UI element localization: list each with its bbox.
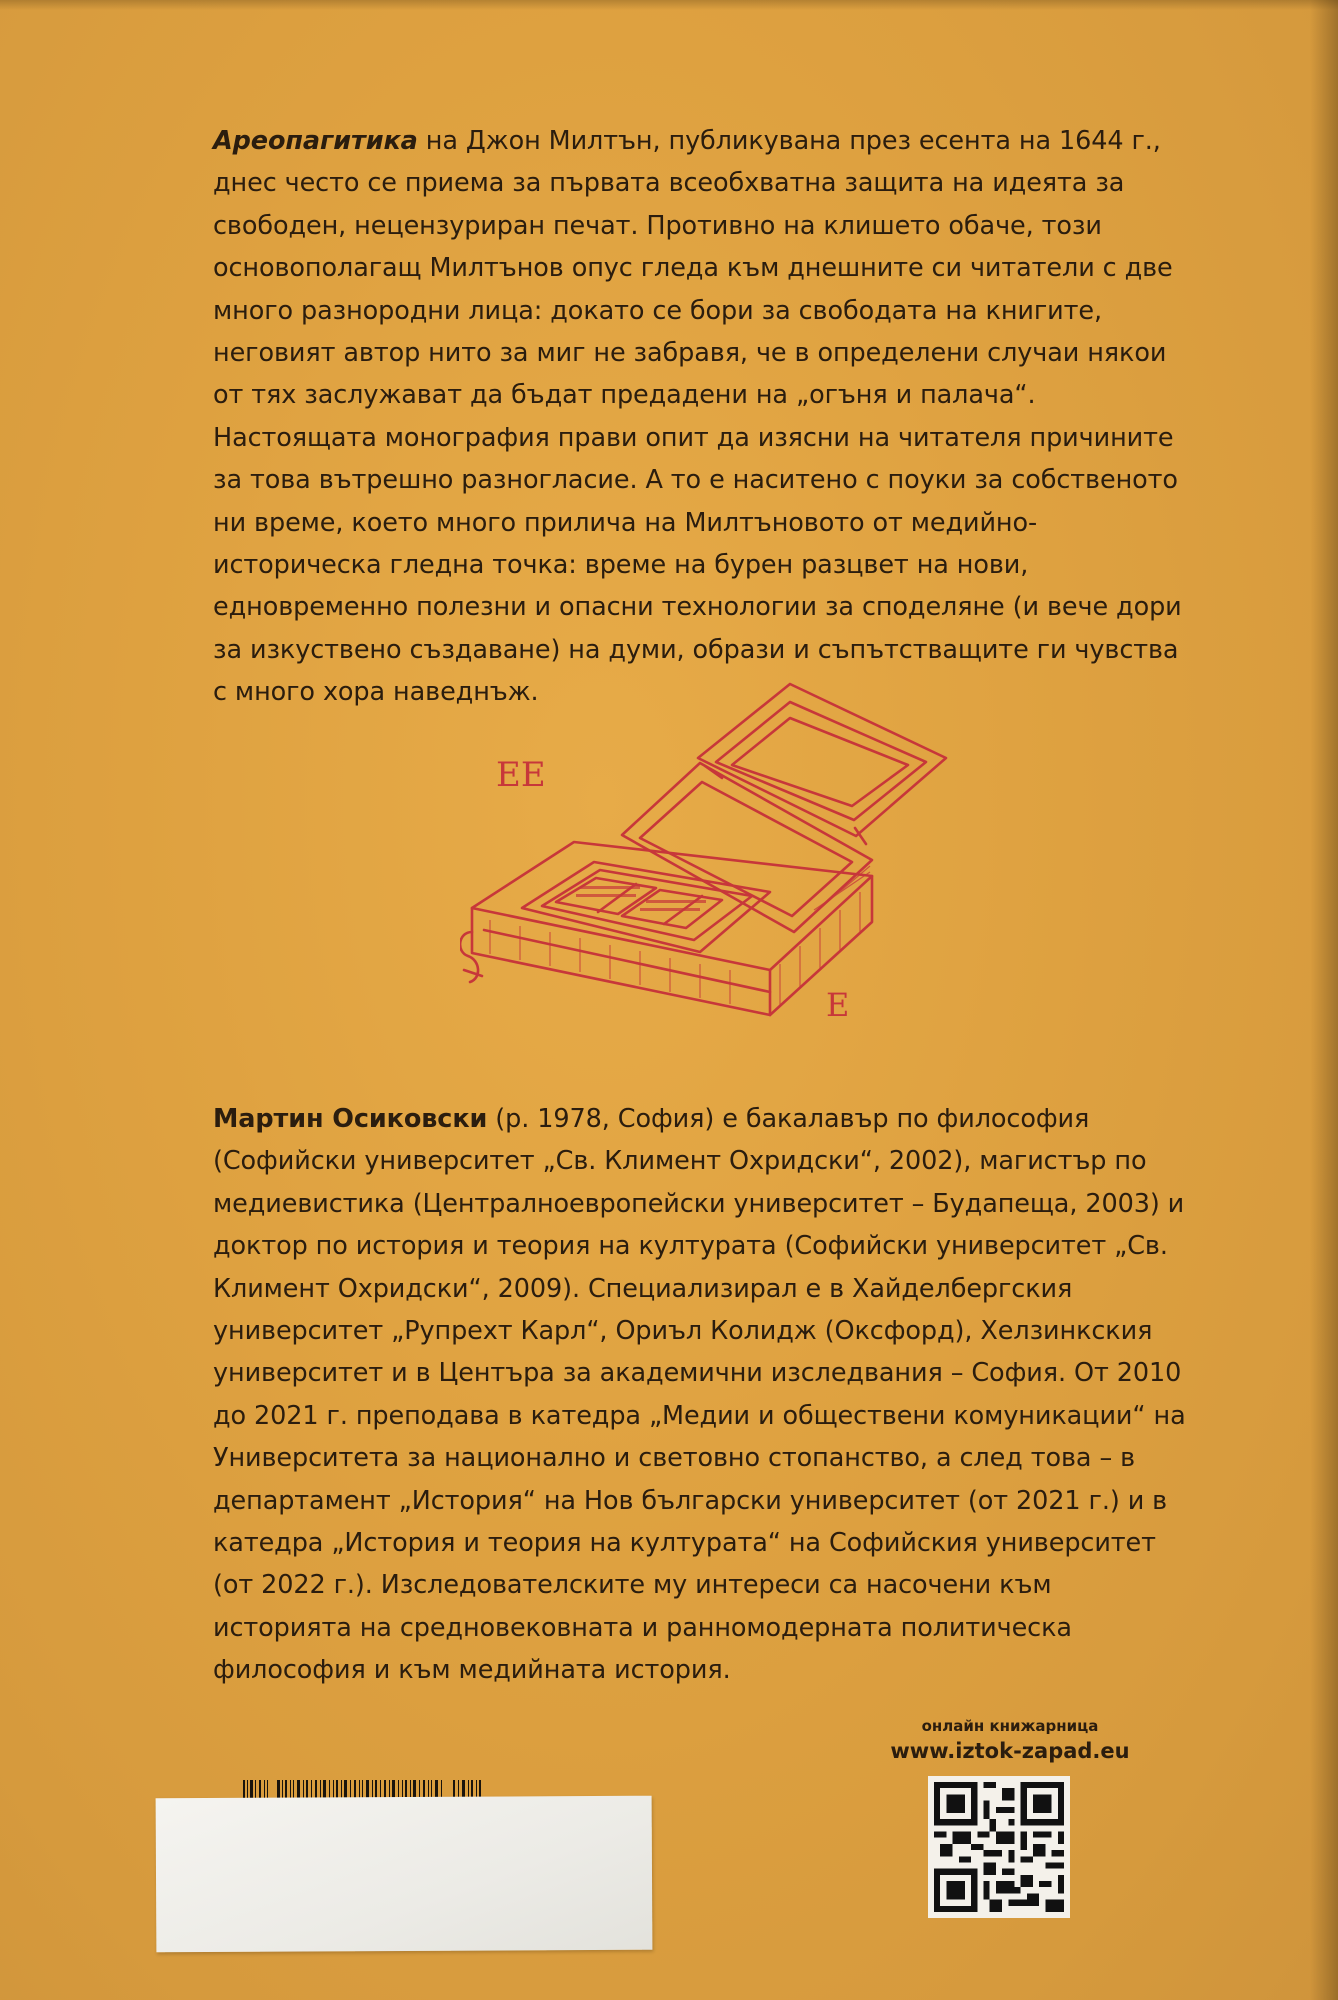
book-description — [213, 120, 1183, 714]
author-bio — [213, 1098, 1193, 1692]
bio-text: (р. 1978, София) е бакалавър по философия (Софийски университет „Св. Климент Охридски“, 2002), магистър по медиевистика (Централноевропейски университет – Будапеща, 2003) и доктор по история и теория на културата (Софийски университет „Св. Климент Охридски“, 2009). Специализирал е в Хайделбергския университет „Рупрехт Карл“, Ориъл Колидж (Оксфорд), Хелзинкския университет и в Центъра за академични изследвания – София. От 2010 до 2021 г. преподава в катедра „Медии и обществени комуникации“ на Университета за национално и световно стопанство, а след това – в департамент „История“ на Нов български университет (от 2021 г.) и в катедра „История и теория на културата“ на Софийския университет (от 2022 г.). Изследователските му интереси са насочени към историята на средновековната и ранномодерната политическа философия и към медийната история. — [213, 1104, 1186, 1686]
author-name: Мартин Осиковски — [213, 1104, 488, 1134]
label-ee: EE — [496, 755, 546, 795]
price-sticker-blank — [156, 1796, 653, 1953]
printing-press-illustration — [460, 670, 960, 1070]
top-edge-shadow — [0, 0, 1338, 10]
book-title-inline: Ареопагитика — [213, 126, 418, 156]
label-e: E — [826, 986, 850, 1024]
store-url-link[interactable]: www.iztok-zapad.eu — [890, 1739, 1130, 1763]
store-label: онлайн книжарница — [921, 1717, 1099, 1735]
description-text: на Джон Милтън, публикувана през есента на 1644 г., днес често се приема за първата всеобхватна защита на идеята за свободен, нецензуриран печат. Противно на клишето обаче, този основополагащ Милтънов опус гледа към днешните си читатели с две много разнородни лица: докато се бори за свободата на книгите, неговият автор нито за миг не забравя, че в определени случаи някои от тях заслужават да бъдат предадени на „огъня и палача“. Настоящата монография прави опит да изясни на читателя причините за това вътрешно разногласие. А то е наситено с поуки за собственото ни време, което много прилича на Милтъновото от медийно-историческа гледна точка: време на бурен разцвет на нови, едновременно полезни и опасни технологии за споделяне (и вече дори за изкуствено създаване) на думи, образи и съпътстващите ги чувства с много хора наведнъж. — [213, 126, 1182, 708]
barcode-strip — [243, 1780, 481, 1798]
online-store — [880, 1716, 1140, 1766]
qr-code[interactable] — [928, 1776, 1070, 1918]
right-edge-shadow — [1310, 0, 1338, 2000]
